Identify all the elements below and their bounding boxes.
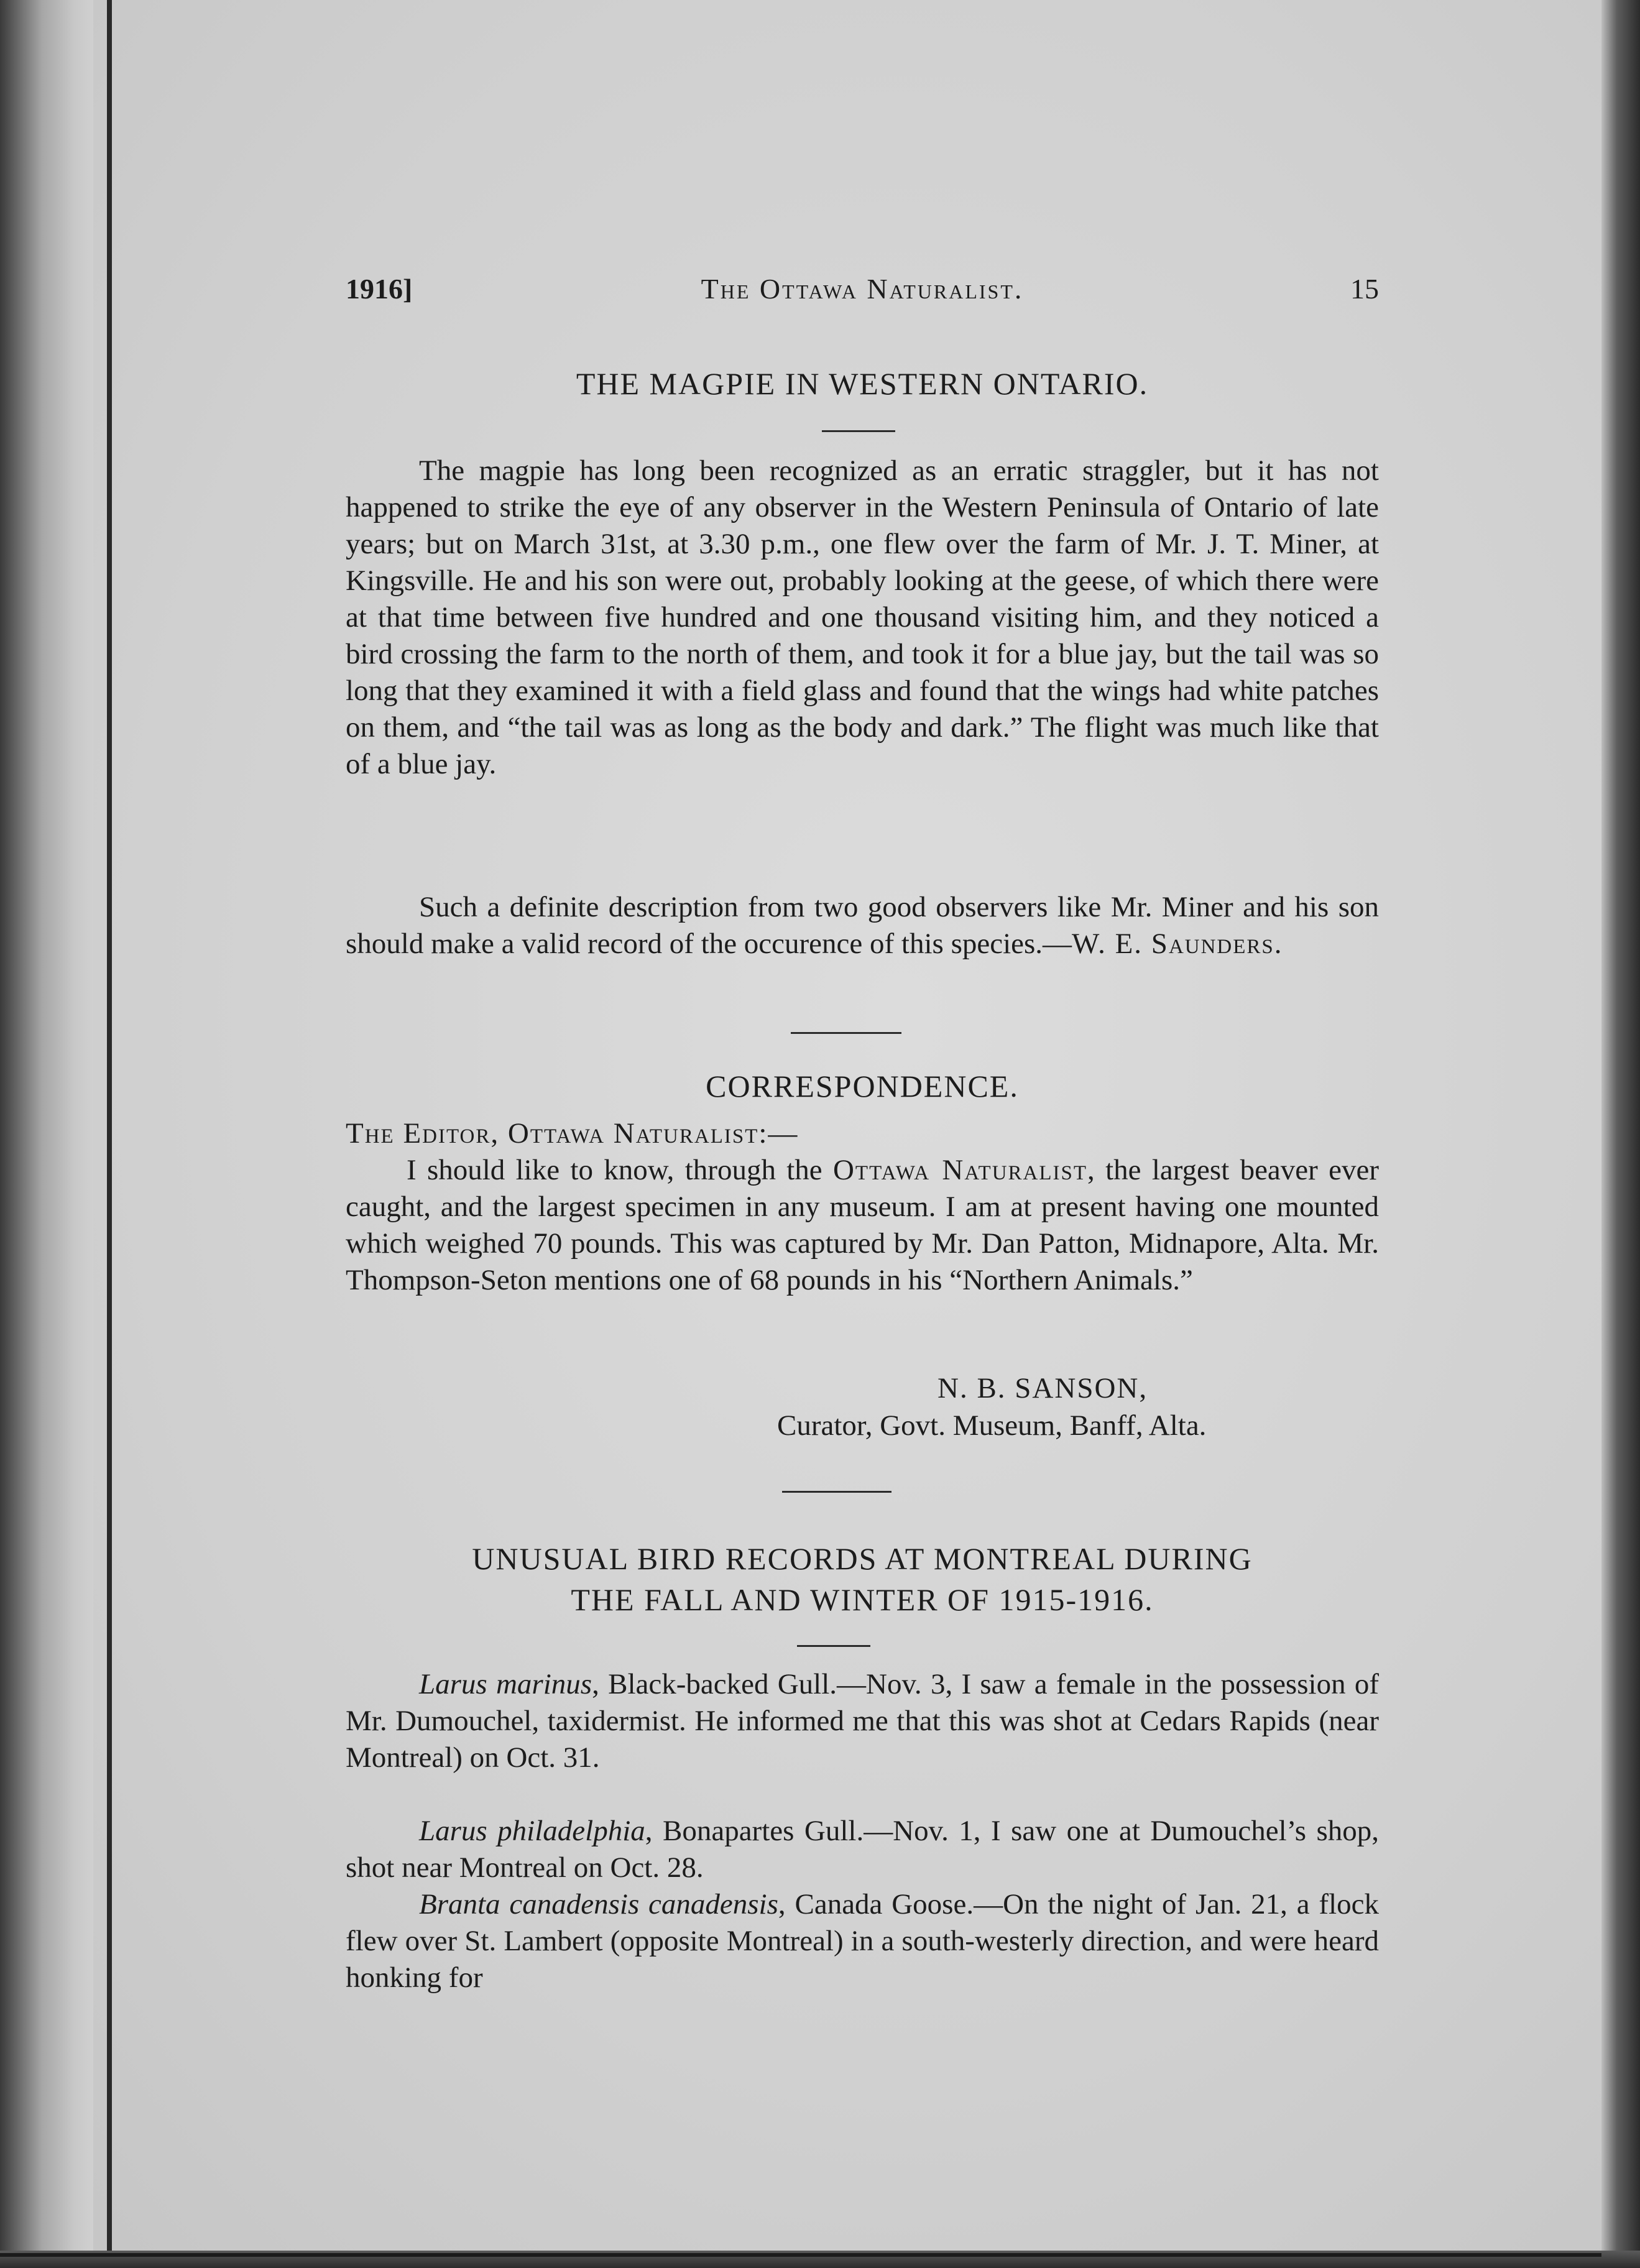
bird-record-1: Larus marinus, Black-backed Gull.—Nov. 3, I saw a female in the possession of Mr. Dumouchel, taxidermist. He informed me that this was shot at Cedars Rapids (near Montreal) on Oct. 31. <box>346 1668 1379 1774</box>
header-journal-title: The Ottawa Naturalist. <box>701 273 1024 305</box>
page-right-edge <box>1601 0 1640 2268</box>
gutter-line <box>107 0 112 2268</box>
magpie-paragraph-2 <box>346 889 1379 962</box>
montreal-title-line-2: THE FALL AND WINTER OF 1915-1916. <box>571 1582 1154 1617</box>
signer-title: Curator, Govt. Museum, Banff, Alta. <box>777 1409 1207 1442</box>
binding-shadow <box>0 0 93 2268</box>
correspondence-body: I should like to know, through the Ottawa Naturalist, the largest beaver ever caught, and the largest specimen in any museum. I am at present having one mounted which weighed 70 pounds. This was captured by Mr. Dan Patton, Midnapore, Alta. Mr. Thompson-Seton mentions one of 68 pounds in his “Northern Animals.” <box>346 1154 1379 1296</box>
montreal-title-rule <box>797 1645 870 1647</box>
signer-name: N. B. SANSON, <box>937 1372 1148 1404</box>
magpie-article-title: THE MAGPIE IN WESTERN ONTARIO. <box>576 366 1149 401</box>
magpie-author: W. E. Saunders. <box>1072 928 1283 960</box>
correspondence-title: CORRESPONDENCE. <box>706 1069 1019 1104</box>
magpie-paragraph-1: The magpie has long been recognized as an erratic straggler, but it has not happened to strike the eye of any observer in the Western Peninsula of Ontario of late years; but on March 31st, at 3.30 p.m., one flew over the farm of Mr. J. T. Miner, at Kingsville. He and his son were out, probably looking at the geese, of which there were at that time between five hundred and one thousand visiting him, and they noticed a bird crossing the farm to the north of them, and took it for a blue jay, but the tail was so long that they examined it with a field glass and found that the wings had white patches on them, and “the tail was as long as the body and dark.” The flight was much like that of a blue jay. <box>346 454 1379 780</box>
magpie-p2-text: Such a definite description from two good observers like Mr. Miner and his son should make a valid record of the occurence of this species.— <box>346 891 1379 960</box>
header-year: 1916] <box>346 273 413 305</box>
species-name: Branta canadensis canadensis <box>419 1888 778 1920</box>
species-name: Larus marinus <box>419 1668 592 1700</box>
bird-record-3: Branta canadensis canadensis, Canada Goose.—On the night of Jan. 21, a flock flew over St. Lambert (opposite Montreal) in a south-westerly direction, and were heard honking for <box>346 1888 1379 1994</box>
bird-record-2: Larus philadelphia, Bonapartes Gull.—Nov. 1, I saw one at Dumouchel’s shop, shot near Montreal on Oct. 28. <box>346 1815 1379 1884</box>
section-divider-2 <box>782 1491 891 1493</box>
species-name: Larus philadelphia <box>419 1815 645 1847</box>
title-rule <box>822 430 895 432</box>
journal-name: Ottawa Naturalist <box>832 1154 1088 1186</box>
page-number: 15 <box>1350 273 1379 305</box>
section-divider-1 <box>791 1032 901 1034</box>
montreal-title-line-1: UNUSUAL BIRD RECORDS AT MONTREAL DURING <box>472 1541 1253 1576</box>
running-header <box>346 272 1379 310</box>
bottom-border-line <box>0 2253 1601 2257</box>
correspondence-salutation: The Editor, Ottawa Naturalist:— <box>346 1117 799 1150</box>
